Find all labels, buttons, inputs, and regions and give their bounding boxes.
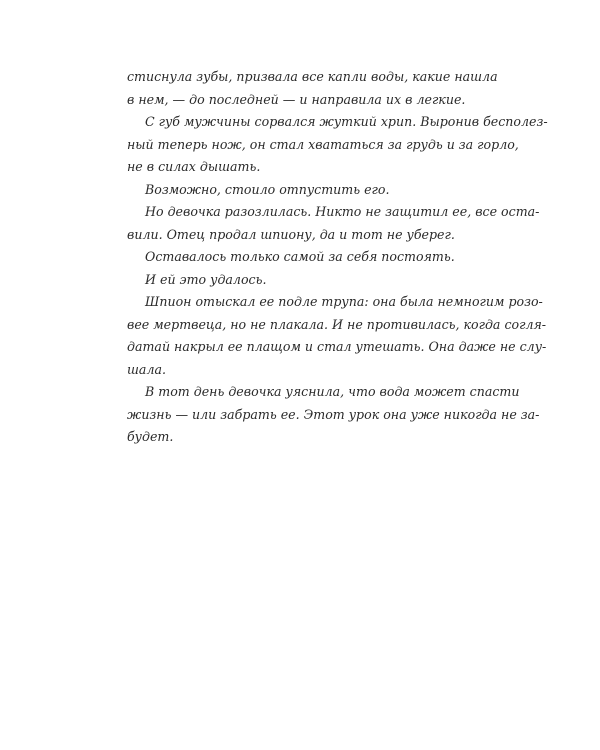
paragraph — [127, 111, 548, 179]
text-line: В тот день девочка уяснила, что вода может спасти — [145, 384, 520, 399]
body-text — [127, 66, 548, 449]
paragraph — [127, 291, 547, 381]
text-line: вили. Отец продал шпиону, да и тот не уберег. — [127, 226, 455, 242]
text-line: ный теперь нож, он стал хвататься за грудь и за горло, — [127, 136, 519, 152]
text-line: Оставалось только самой за себя постоять. — [145, 249, 455, 264]
text-line: стиснула зубы, призвала все капли воды, какие нашла — [127, 69, 498, 84]
text-line: в нем, — до последней — и направила их в легкие. — [127, 91, 466, 107]
text-line: жизнь — или забрать ее. Этот урок она уже никогда не за- — [127, 406, 540, 422]
text-line: датай накрыл ее плащом и стал утешать. Она даже не слу- — [127, 339, 547, 354]
paragraph — [127, 269, 474, 292]
text-line: Возможно, стоило отпустить его. — [145, 181, 390, 197]
text-line: Но девочка разозлилась. Никто не защитил ее, все оста- — [145, 204, 540, 219]
text-line: не в силах дышать. — [127, 159, 261, 174]
paragraph — [127, 381, 540, 449]
paragraph — [127, 201, 540, 246]
paragraph — [127, 66, 498, 111]
text-line: И ей это удалось. — [145, 271, 267, 287]
paragraph — [127, 246, 474, 269]
text-line: Шпион отыскал ее подле трупа: она была немногим розо- — [145, 294, 543, 309]
text-line: будет. — [127, 429, 174, 444]
paragraph — [127, 179, 474, 202]
text-line: шала. — [127, 361, 166, 377]
text-line: С губ мужчины сорвался жуткий хрип. Выронив бесполез- — [145, 114, 548, 129]
text-line: вее мертвеца, но не плакала. И не противилась, когда согля- — [127, 316, 547, 332]
